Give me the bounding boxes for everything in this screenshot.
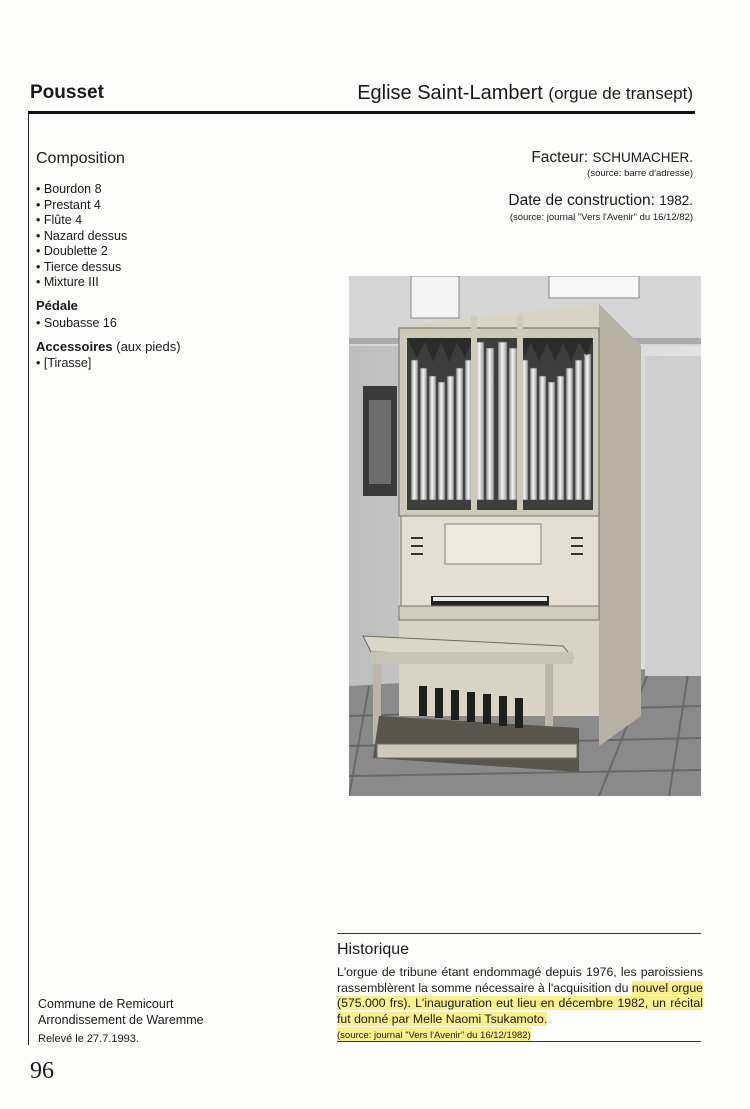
locality-title: Pousset [30,82,104,103]
accessory-item: • [Tirasse] [36,356,91,372]
historique-plain: L'orgue de tribune étant endommagé depuis 1976, les paroissiens rassemblèrent la somme nécessaire à l'acquisition du [337,965,703,995]
commune-block [38,996,204,1028]
builder-line [531,149,693,167]
left-rule [28,114,29,1045]
accessories-label: Accessoires [36,339,113,354]
page-number: 96 [30,1058,54,1084]
historique-text [337,965,703,1044]
composition-title: Composition [36,150,125,167]
historique-bottom-rule [337,1041,701,1042]
historique-top-rule [337,933,701,934]
stop-item: • Bourdon 8 [36,182,127,198]
builder-label: Facteur: [531,149,589,166]
historique-title: Historique [337,941,410,958]
stop-item: • Mixture III [36,275,127,291]
church-name: Eglise Saint-Lambert [357,82,543,104]
accessories-note: (aux pieds) [116,339,181,354]
church-title [357,82,693,105]
stop-item: • Nazard dessus [36,229,127,245]
accessories-title [36,339,181,354]
pedal-title: Pédale [36,298,78,313]
stop-item: • Flûte 4 [36,213,127,229]
construction-label: Date de construction: [508,192,655,209]
stop-item: • Tierce dessus [36,260,127,276]
releve-date: Relevé le 27.7.1993. [38,1033,139,1045]
builder-value: SCHUMACHER. [592,150,693,165]
construction-line [508,192,693,210]
builder-source: (source: barre d'adresse) [587,168,693,179]
organ-photo [349,276,701,796]
pedal-stop-item: • Soubasse 16 [36,316,117,332]
header-rule [28,111,695,114]
stop-item: • Prestant 4 [36,198,127,214]
construction-value: 1982. [659,193,693,208]
composition-list [36,182,127,291]
historique-source: (source: journal "Vers l'Avenir" du 16/12/1982) [337,1030,531,1041]
accessories-list [36,356,91,372]
commune-name: Commune de Remicourt [38,997,174,1011]
arrondissement-name: Arrondissement de Waremme [38,1013,204,1027]
historique-highlight-text: nouvel orgue (575.000 frs). L'inauguration eut lieu en décembre 1982, un récital fut donné par Melle Naomi Tsukamoto. [337,980,703,1026]
stop-item: • Doublette 2 [36,244,127,260]
construction-source: (source: journal "Vers l'Avenir" du 16/12/82) [509,212,693,223]
pedal-list [36,316,117,332]
church-note: (orgue de transept) [548,84,693,103]
